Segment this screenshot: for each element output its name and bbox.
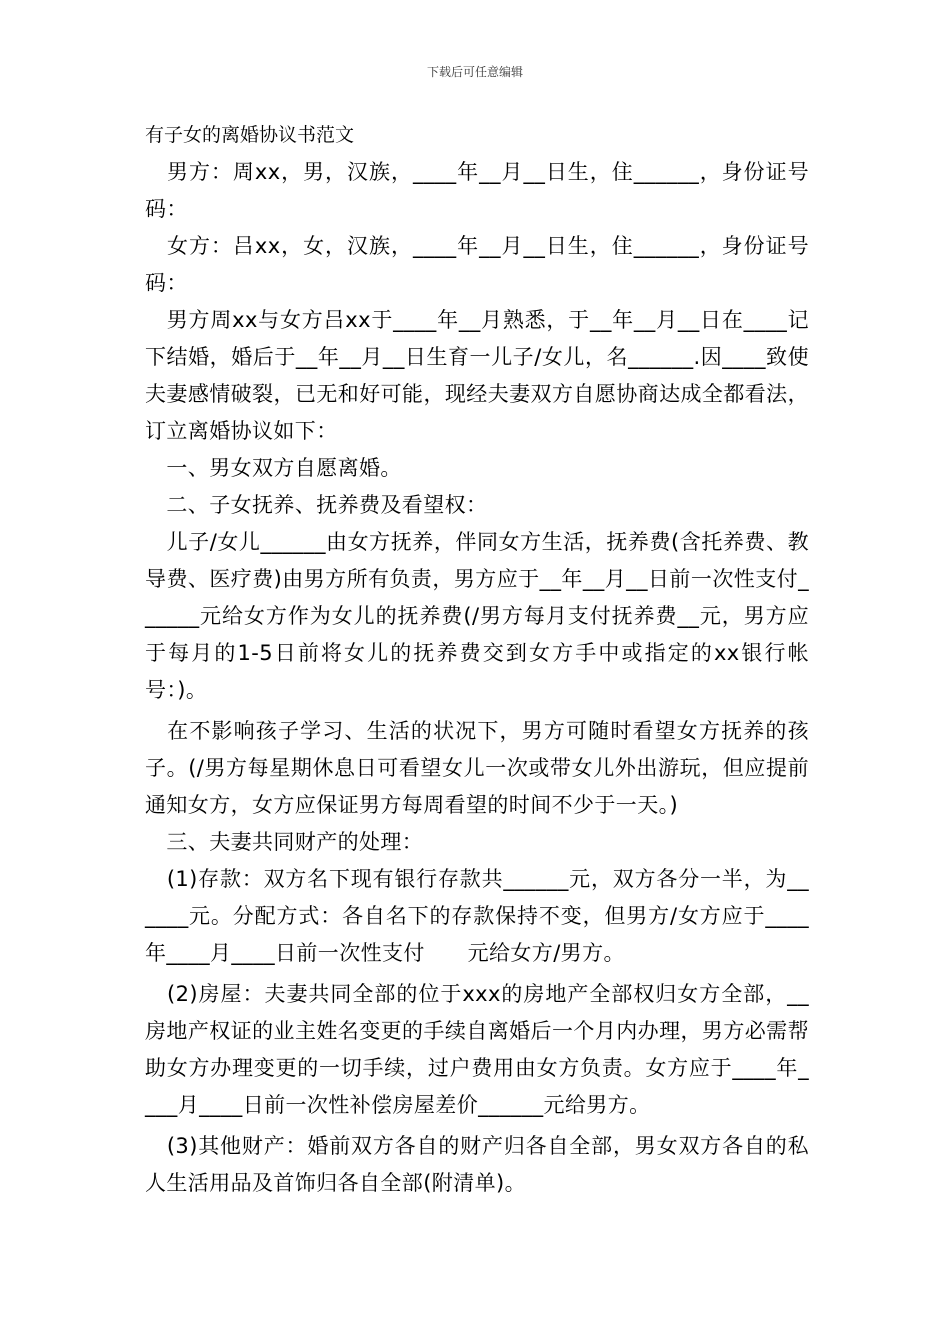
paragraph-text: (2)房屋：夫妻共同全部的位于xxx的房地产全部权归女方全部，__房地产权证的业主姓名变更的手续自离婚后一个月内办理，男方必需帮助女方办理变更的一切手续，过户费用由女方负责。女方应于____年____月____日前一次性补偿房屋差价______元给男方。 xyxy=(145,982,809,1117)
property-paragraph xyxy=(145,976,809,1124)
paragraph-text: 二、子女抚养、抚养费及看望权： xyxy=(166,493,488,517)
paragraph-text: (1)存款：双方名下现有银行存款共______元，双方各分一半，为______元。分配方式：各自名下的存款保持不变，但男方/女方应于____年____月____日前一次性支付 元给女方/男方。 xyxy=(145,867,809,965)
party-male-paragraph xyxy=(145,154,809,228)
clause-2-heading xyxy=(145,487,809,524)
paragraph-text: 男方：周xx，男，汉族，____年__月__日生，住______，身份证号码： xyxy=(145,160,810,221)
paragraph-text: 儿子/女儿______由女方抚养，伴同女方生活，抚养费(含托养费、教导费、医疗费)由男方所有负责，男方应于__年__月__日前一次性支付______元给女方作为女儿的抚养费(/男方每月支付抚养费__元，男方应于每月的1-5日前将女儿的抚养费交到女方手中或指定的xx银行帐号：)。 xyxy=(145,530,809,702)
child-custody-paragraph xyxy=(145,524,809,709)
paragraph-text: 三、夫妻共同财产的处理： xyxy=(166,830,424,854)
clause-3-heading xyxy=(145,824,809,861)
paragraph-text: (3)其他财产：婚前双方各自的财产归各自全部，男女双方各自的私人生活用品及首饰归各自全部(附清单)。 xyxy=(145,1134,809,1195)
paragraph-text: 一、男女双方自愿离婚。 xyxy=(166,456,402,480)
visitation-paragraph xyxy=(145,713,809,824)
paragraph-text: 在不影响孩子学习、生活的状况下，男方可随时看望女方抚养的孩子。(/男方每星期休息日可看望女儿一次或带女儿外出游玩，但应提前通知女方，女方应保证男方每周看望的时间不少于一天。) xyxy=(145,719,809,817)
savings-paragraph xyxy=(145,861,809,972)
paragraph-text: 男方周xx与女方吕xx于____年__月熟悉，于__年__月__日在____记下结婚，婚后于__年__月__日生育一儿子/女儿，名______.因____致使夫妻感情破裂，已无和好可能，现经夫妻双方自愿协商达成全都看法，订立离婚协议如下： xyxy=(145,308,809,443)
paragraph-text: 女方：吕xx，女，汉族，____年__月__日生，住______，身份证号码： xyxy=(145,234,810,295)
party-female-paragraph xyxy=(145,228,809,302)
other-assets-paragraph xyxy=(145,1128,809,1202)
document-title: 有子女的离婚协议书范文 xyxy=(145,124,355,146)
document-body xyxy=(145,117,809,1202)
page-header-note: 下载后可任意编辑 xyxy=(426,65,523,79)
clause-1-heading xyxy=(145,450,809,487)
marriage-background-paragraph xyxy=(145,302,809,450)
